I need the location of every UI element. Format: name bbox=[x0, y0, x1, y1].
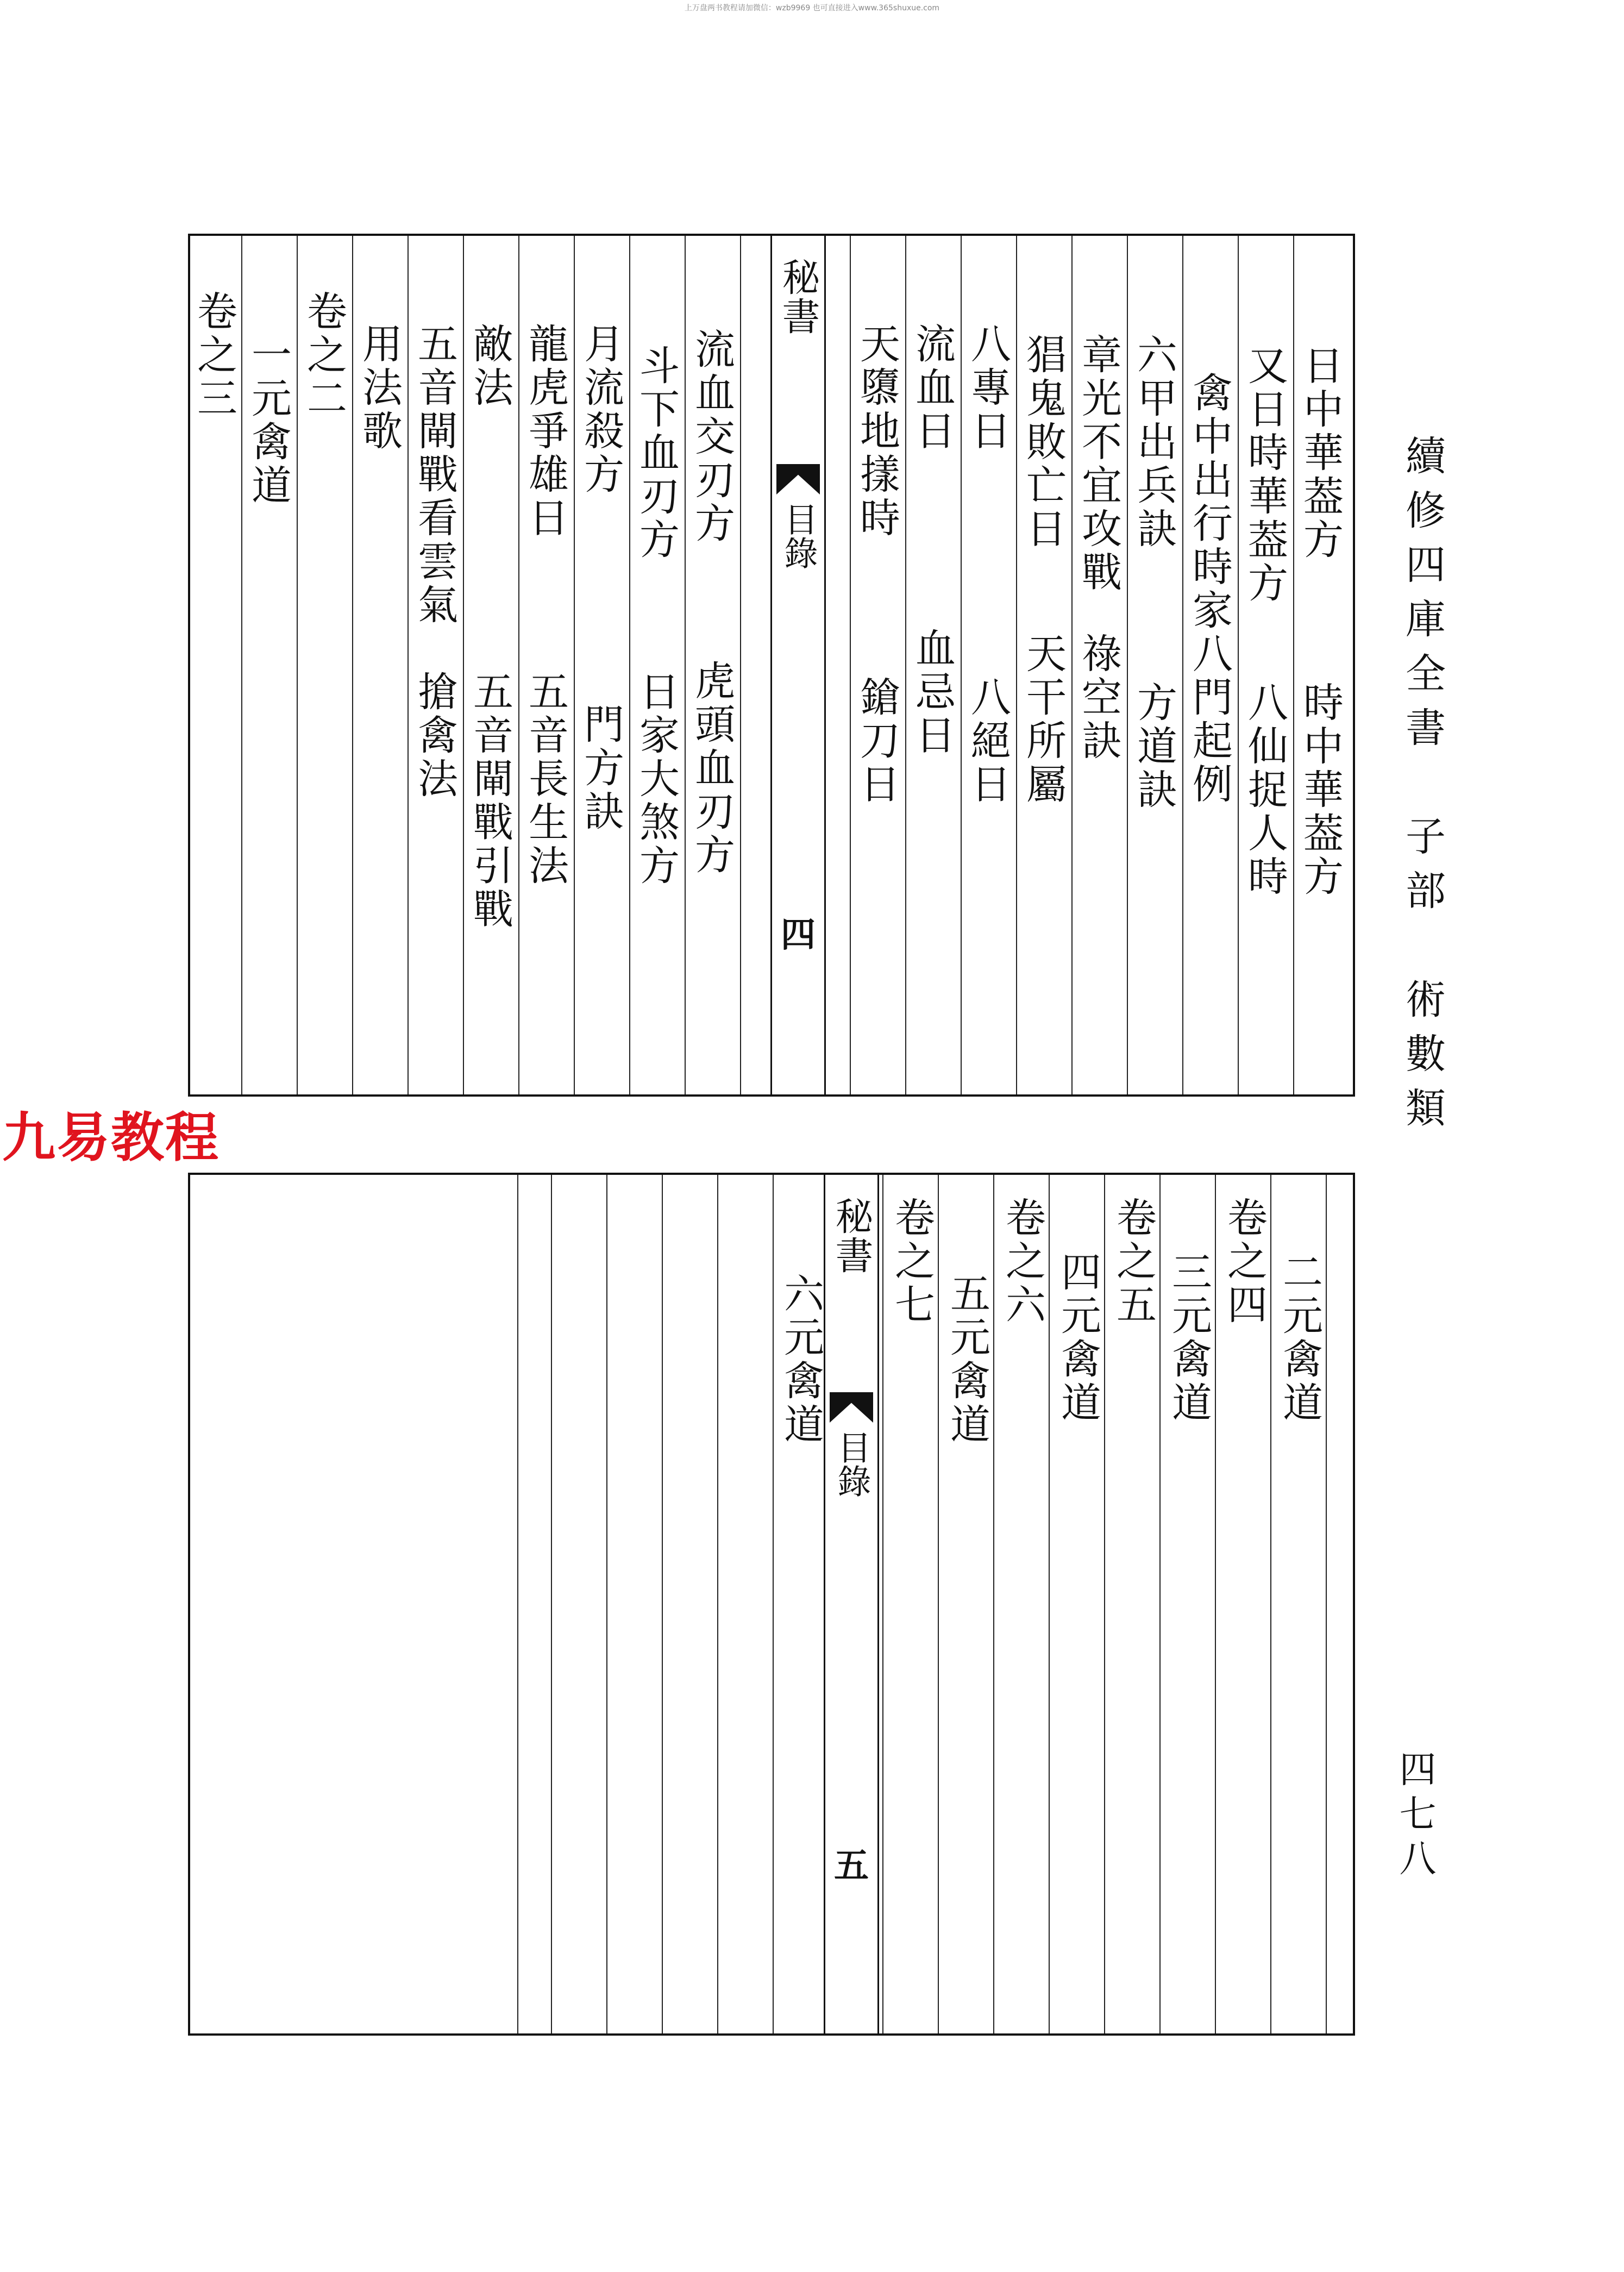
leaf-number: 四 bbox=[781, 915, 816, 955]
toc-entry: 五元禽道 bbox=[944, 1273, 990, 1447]
toc-entry: 日中華葢方 bbox=[1297, 345, 1344, 562]
toc-entry: 用法歌 bbox=[356, 323, 403, 453]
toc-entry-secondary: 方道訣 bbox=[1131, 681, 1177, 812]
toc-entry: 卷之三 bbox=[191, 290, 237, 421]
toc-entry: 敵法 bbox=[467, 323, 513, 410]
toc-entry: 卷之二 bbox=[300, 290, 347, 421]
page-number: 四七八 bbox=[1393, 1750, 1436, 1883]
running-head: 續修四庫全書 子部 術數類 bbox=[1399, 435, 1446, 1141]
fish-tail-axis bbox=[824, 1175, 879, 2033]
toc-entry-secondary: 時中華葢方 bbox=[1297, 681, 1344, 899]
toc-entry-secondary: 祿空訣 bbox=[1075, 633, 1122, 763]
toc-entry: 猖鬼敗亡日 bbox=[1020, 334, 1067, 551]
toc-entry-secondary: 虎頭血刃方 bbox=[688, 660, 735, 877]
fish-tail-ornament bbox=[830, 1392, 873, 1423]
fish-tail-axis bbox=[770, 236, 826, 1094]
toc-entry: 卷之四 bbox=[1221, 1197, 1268, 1327]
toc-entry-secondary: 天干所屬 bbox=[1020, 633, 1067, 806]
toc-entry: 天隳地㨾時 bbox=[854, 323, 900, 540]
toc-entry: 禽中出行時家八門起例 bbox=[1186, 372, 1233, 806]
toc-entry-secondary: 門方訣 bbox=[578, 703, 624, 834]
section-label: 目錄 bbox=[779, 502, 818, 569]
toc-entry: 流血日 bbox=[909, 323, 956, 453]
toc-entry: 八專日 bbox=[964, 323, 1011, 453]
toc-entry: 章光不宜攻戰 bbox=[1075, 334, 1122, 594]
toc-entry-secondary: 八絕日 bbox=[964, 676, 1011, 806]
toc-entry: 一元禽道 bbox=[245, 334, 292, 508]
book-title: 秘書 bbox=[829, 1197, 874, 1275]
fish-tail-ornament bbox=[776, 464, 820, 495]
toc-entry-secondary: 鎗刀日 bbox=[854, 676, 900, 806]
watermark: 九易教程 bbox=[2, 1107, 220, 1169]
toc-entry-secondary: 搶禽法 bbox=[411, 671, 458, 801]
section-label: 目錄 bbox=[832, 1430, 871, 1498]
toc-entry: 流血交刃方 bbox=[688, 328, 735, 546]
toc-entry-secondary: 五音長生法 bbox=[522, 671, 569, 888]
toc-entry: 卷之七 bbox=[888, 1197, 935, 1327]
toc-entry-secondary: 日家大煞方 bbox=[633, 671, 680, 888]
toc-entry: 五音閘戰看雲氣 bbox=[411, 323, 458, 627]
toc-entry: 三元禽道 bbox=[1165, 1251, 1212, 1425]
toc-entry: 卷之五 bbox=[1110, 1197, 1157, 1327]
toc-entry-secondary: 五音閘戰引戰 bbox=[467, 671, 513, 931]
lower-page-frame bbox=[188, 1173, 1355, 2036]
toc-entry: 月流殺方 bbox=[578, 323, 624, 497]
toc-entry: 斗下血刃方 bbox=[633, 345, 680, 562]
leaf-number: 五 bbox=[834, 1845, 869, 1886]
toc-entry-secondary: 血忌日 bbox=[909, 627, 956, 758]
toc-entry: 又日時華葢方 bbox=[1241, 345, 1288, 605]
toc-entry: 二元禽道 bbox=[1276, 1251, 1323, 1425]
upper-page-frame bbox=[188, 234, 1355, 1097]
toc-entry: 六甲出兵訣 bbox=[1131, 334, 1177, 551]
header-note: 上万盘两书教程请加微信：wzb9969 也可直接进入www.365shuxue.com bbox=[684, 4, 940, 12]
toc-entry: 卷之六 bbox=[999, 1197, 1046, 1327]
toc-entry-secondary: 八仙捉人時 bbox=[1241, 681, 1288, 899]
toc-entry: 四元禽道 bbox=[1055, 1251, 1101, 1425]
toc-entry: 六元禽道 bbox=[777, 1273, 824, 1447]
toc-entry: 龍虎爭雄日 bbox=[522, 323, 569, 540]
book-title: 秘書 bbox=[776, 258, 820, 336]
